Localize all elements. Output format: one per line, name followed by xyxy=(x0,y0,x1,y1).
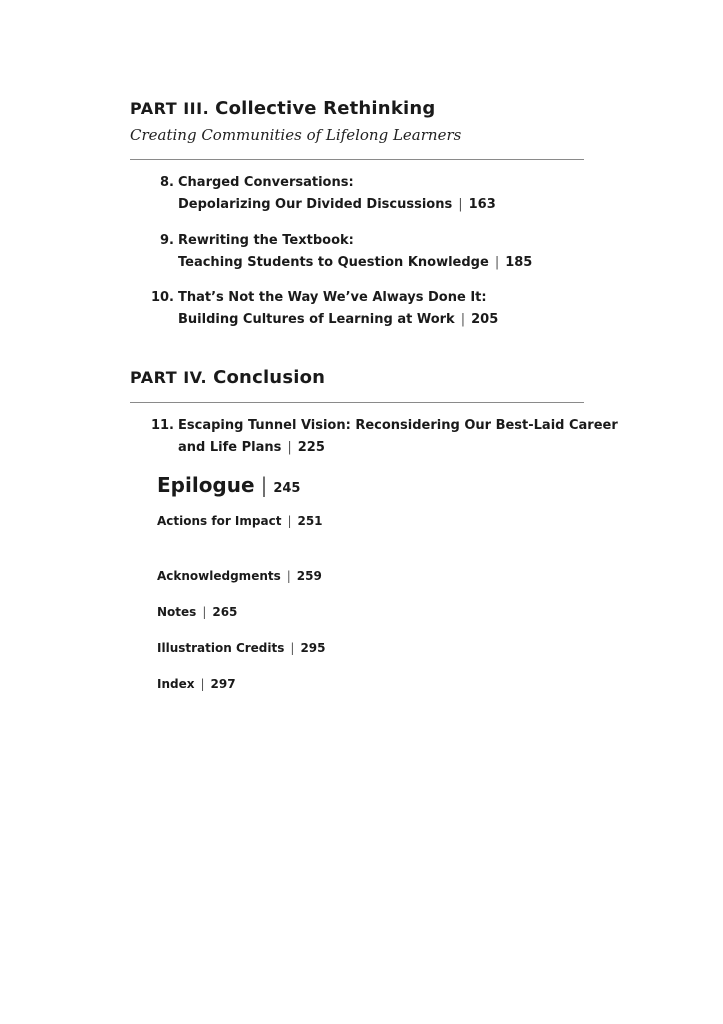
part-heading xyxy=(130,367,325,388)
page-number: 225 xyxy=(297,440,325,455)
back-matter-entry xyxy=(157,641,326,655)
chapter-subtitle: Teaching Students to Question Knowledge xyxy=(178,255,489,270)
epilogue-title: Epilogue xyxy=(157,473,255,497)
chapter-subtitle: and Life Plans xyxy=(178,440,282,455)
divider xyxy=(130,159,584,160)
page-separator: | xyxy=(286,569,291,583)
chapter-number: 9. xyxy=(160,233,174,248)
chapter-number: 8. xyxy=(160,175,174,190)
entry-title: Illustration Credits xyxy=(157,641,285,655)
page-separator: | xyxy=(202,605,207,619)
chapter-number: 10. xyxy=(150,290,174,305)
chapter-title: Charged Conversations: xyxy=(178,175,354,190)
page-number: 245 xyxy=(273,481,301,496)
epilogue-entry xyxy=(157,473,300,497)
part-label: PART III. xyxy=(130,99,210,118)
part-title: Conclusion xyxy=(213,367,326,388)
part-title: Collective Rethinking xyxy=(215,98,436,119)
chapter-subtitle: Depolarizing Our Divided Discussions xyxy=(178,197,453,212)
back-matter-entry xyxy=(157,514,323,528)
entry-title: Acknowledgments xyxy=(157,569,281,583)
back-matter-entry xyxy=(157,605,237,619)
divider xyxy=(130,402,584,403)
page-separator: | xyxy=(200,677,205,691)
page-separator: | xyxy=(290,641,295,655)
back-matter-entry xyxy=(157,677,236,691)
page-number: 185 xyxy=(505,255,533,270)
chapter-number: 11. xyxy=(150,418,174,433)
page-number: 259 xyxy=(296,569,322,583)
part-label: PART IV. xyxy=(130,368,208,387)
page-separator: | xyxy=(260,473,268,497)
page-number: 295 xyxy=(300,641,326,655)
entry-title: Notes xyxy=(157,605,197,619)
page-number: 251 xyxy=(297,514,323,528)
chapter-title: Escaping Tunnel Vision: Reconsidering Our Best-Laid Career xyxy=(178,418,618,433)
page-separator: | xyxy=(460,312,466,327)
page-separator: | xyxy=(458,197,463,212)
page-separator: | xyxy=(287,514,292,528)
page-separator: | xyxy=(287,440,292,455)
page-number: 297 xyxy=(210,677,236,691)
page-number: 205 xyxy=(471,312,499,327)
entry-title: Index xyxy=(157,677,195,691)
entry-title: Actions for Impact xyxy=(157,514,282,528)
part-heading xyxy=(130,98,435,119)
page-number: 163 xyxy=(468,197,496,212)
chapter-title: Rewriting the Textbook: xyxy=(178,233,354,248)
page-number: 265 xyxy=(212,605,238,619)
chapter-subtitle: Building Cultures of Learning at Work xyxy=(178,312,455,327)
part-subtitle: Creating Communities of Lifelong Learners xyxy=(130,126,462,144)
page-separator: | xyxy=(494,255,500,270)
back-matter-entry xyxy=(157,569,322,583)
chapter-title: That’s Not the Way We’ve Always Done It: xyxy=(178,290,487,305)
